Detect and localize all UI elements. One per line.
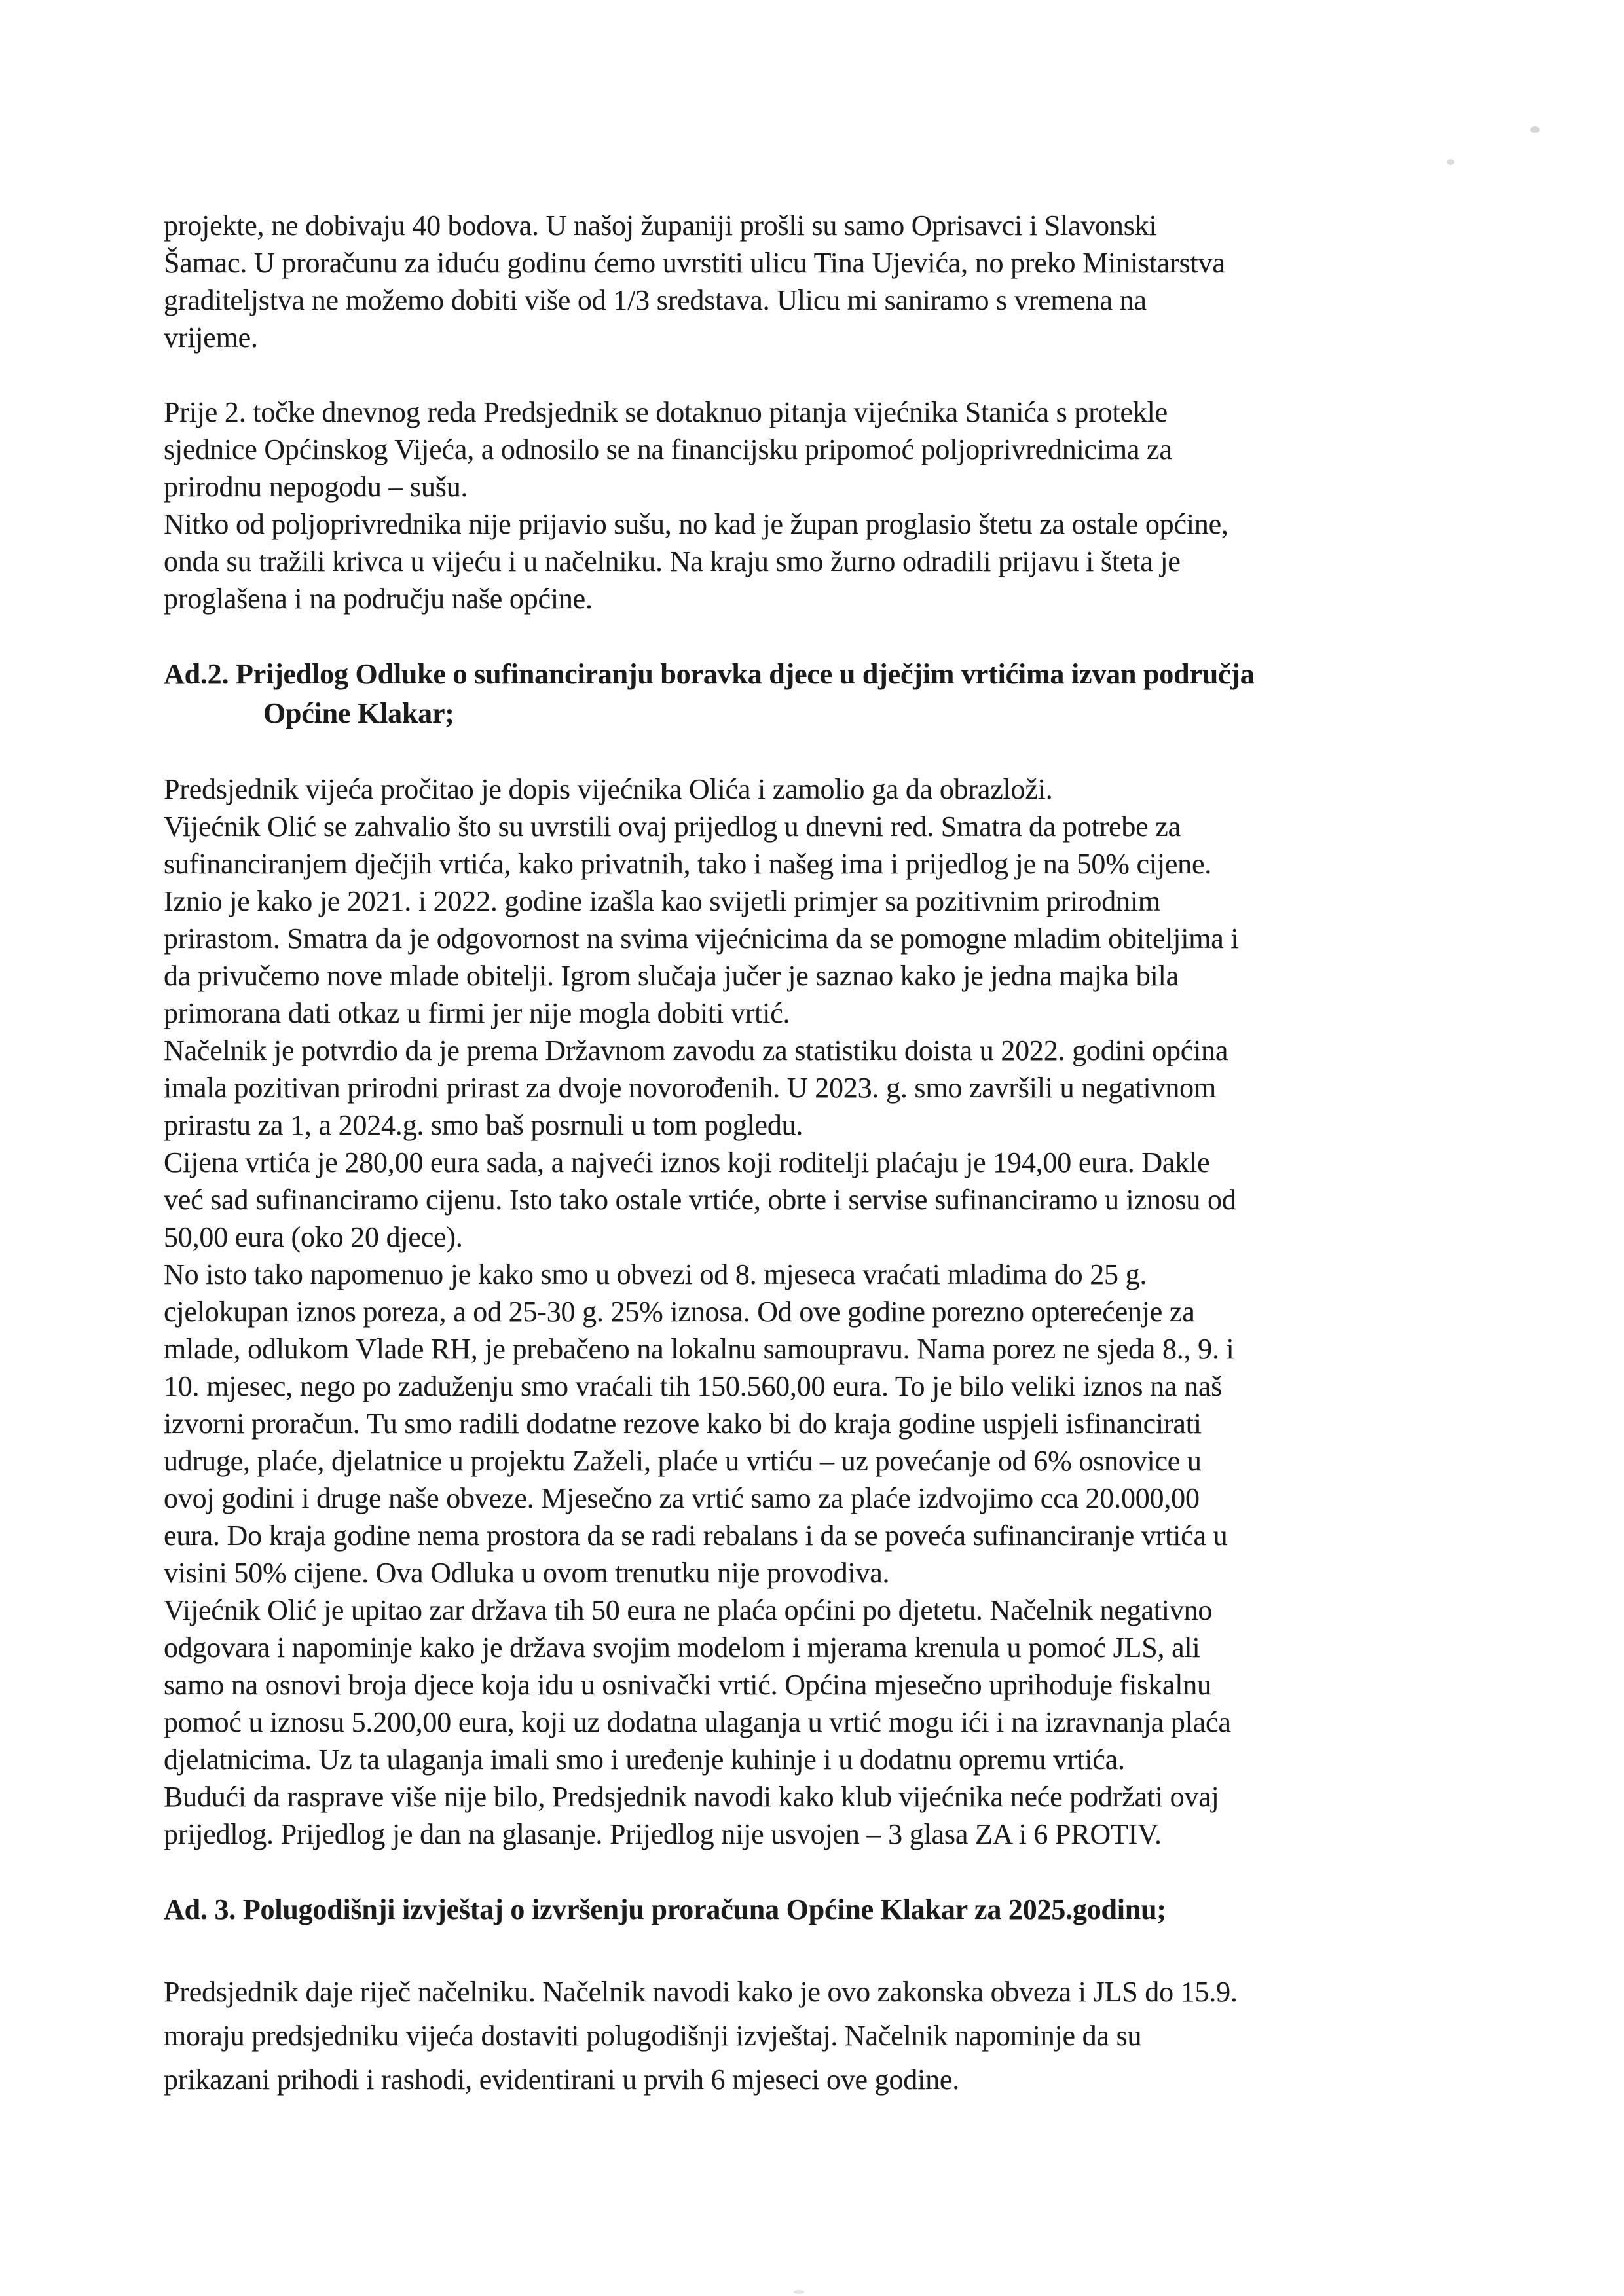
text-line: udruge, plaće, djelatnice u projektu Zaželi, plaće u vrtiću – uz povećanje od 6% osnovice u xyxy=(164,1445,1202,1477)
text-line: eura. Do kraja godine nema prostora da se radi rebalans i da se poveća sufinanciranje vrtića u xyxy=(164,1520,1228,1552)
text-line: odgovara i napominje kako je država svojim modelom i mjerama krenula u pomoć JLS, ali xyxy=(164,1631,1200,1664)
text-line: samo na osnovi broja djece koja idu u osnivački vrtić. Općina mjesečno uprihoduje fiskalnu xyxy=(164,1669,1211,1701)
text-line: da privučemo nove mlade obitelji. Igrom slučaja jučer je saznao kako je jedna majka bila xyxy=(164,960,1179,992)
text-line: Predsjednik vijeća pročitao je dopis vijećnika Olića i zamolio ga da obrazloži. xyxy=(164,773,1053,805)
text-line: Vijećnik Olić se zahvalio što su uvrstili ovaj prijedlog u dnevni red. Smatra da potrebe za xyxy=(164,811,1181,843)
text-line: onda su tražili krivca u vijeću i u načelniku. Na kraju smo žurno odradili prijavu i šteta je xyxy=(164,545,1181,577)
scan-speck xyxy=(1530,126,1540,133)
text-line: Iznio je kako je 2021. i 2022. godine izašla kao svijetli primjer sa pozitivnim prirodnim xyxy=(164,885,1160,917)
scan-speck xyxy=(1447,159,1454,165)
text-line: prirastom. Smatra da je odgovornost na svima vijećnicima da se pomogne mladim obiteljima i xyxy=(164,922,1239,955)
text-line: Općine Klakar; xyxy=(263,697,454,729)
text-line: sjednice Općinskog Vijeća, a odnosilo se na financijsku pripomoć poljoprivrednicima za xyxy=(164,433,1172,465)
text-line: Šamac. U proračunu za iduću godinu ćemo uvrstiti ulicu Tina Ujevića, no preko Ministarstva xyxy=(164,247,1225,279)
text-line: projekte, ne dobivaju 40 bodova. U našoj županiji prošli su samo Oprisavci i Slavonski xyxy=(164,210,1157,242)
text-line: No isto tako napomenuo je kako smo u obvezi od 8. mjeseca vraćati mladima do 25 g. xyxy=(164,1258,1147,1290)
text-line: prirodnu nepogodu – sušu. xyxy=(164,471,468,503)
text-line: graditeljstva ne možemo dobiti više od 1/3 sredstava. Ulicu mi saniramo s vremena na xyxy=(164,284,1147,316)
text-line: cjelokupan iznos poreza, a od 25-30 g. 25% iznosa. Od ove godine porezno opterećenje za xyxy=(164,1296,1195,1328)
section-heading xyxy=(164,655,1470,733)
text-line: imala pozitivan prirodni prirast za dvoje novorođenih. U 2023. g. smo završili u negativnom xyxy=(164,1072,1217,1104)
text-line: djelatnicima. Uz ta ulaganja imali smo i uređenje kuhinje i u dodatnu opremu vrtića. xyxy=(164,1743,1125,1776)
text-line: mlade, odlukom Vlade RH, je prebačeno na lokalnu samoupravu. Nama porez ne sjeda 8., 9. i xyxy=(164,1333,1234,1365)
text-line: Ad.2. Prijedlog Odluke o sufinanciranju boravka djece u dječjim vrtićima izvan područja xyxy=(164,658,1255,690)
text-line: prirastu za 1, a 2024.g. smo baš posrnuli u tom pogledu. xyxy=(164,1109,803,1141)
text-line: pomoć u iznosu 5.200,00 eura, koji uz dodatna ulaganja u vrtić mogu ići i na izravnanja plaća xyxy=(164,1706,1231,1738)
paragraph xyxy=(164,393,1470,617)
scan-speck xyxy=(794,2290,804,2294)
text-line: prijedlog. Prijedlog je dan na glasanje. Prijedlog nije usvojen – 3 glasa ZA i 6 PROTIV. xyxy=(164,1818,1162,1850)
text-line: Cijena vrtića je 280,00 eura sada, a najveći iznos koji roditelji plaćaju je 194,00 eura. Dakle xyxy=(164,1146,1210,1178)
text-line: ovoj godini i druge naše obveze. Mjesečno za vrtić samo za plaće izdvojimo cca 20.000,00 xyxy=(164,1482,1200,1514)
text-line: prikazani prihodi i rashodi, evidentirani u prvih 6 mjeseci ove godine. xyxy=(164,2064,960,2096)
text-line: primorana dati otkaz u firmi jer nije mogla dobiti vrtić. xyxy=(164,997,790,1029)
text-line: Prije 2. točke dnevnog reda Predsjednik se dotaknuo pitanja vijećnika Stanića s protekle xyxy=(164,396,1168,428)
text-line: sufinanciranjem dječjih vrtića, kako privatnih, tako i našeg ima i prijedlog je na 50% cijene. xyxy=(164,848,1212,880)
text-line: 50,00 eura (oko 20 djece). xyxy=(164,1221,463,1253)
paragraph xyxy=(164,1970,1470,2102)
paragraph xyxy=(164,207,1470,356)
text-line: proglašena i na području naše općine. xyxy=(164,583,593,615)
text-line: vrijeme. xyxy=(164,321,258,354)
text-line: izvorni proračun. Tu smo radili dodatne rezove kako bi do kraja godine uspjeli isfinancirati xyxy=(164,1408,1202,1440)
text-line: 10. mjesec, nego po zaduženju smo vraćali tih 150.560,00 eura. To je bilo veliki iznos na naš xyxy=(164,1370,1223,1402)
text-line: Nitko od poljoprivrednika nije prijavio sušu, no kad je župan proglasio štetu za ostale općine, xyxy=(164,508,1228,540)
text-line: Predsjednik daje riječ načelniku. Načelnik navodi kako je ovo zakonska obveza i JLS do 15.9. xyxy=(164,1976,1238,2008)
text-line: visini 50% cijene. Ova Odluka u ovom trenutku nije provodiva. xyxy=(164,1557,890,1589)
text-line: moraju predsjedniku vijeća dostaviti polugodišnji izvještaj. Načelnik napominje da su xyxy=(164,2020,1142,2052)
text-line: Ad. 3. Polugodišnji izvještaj o izvršenju proračuna Općine Klakar za 2025.godinu; xyxy=(164,1893,1166,1925)
section-heading xyxy=(164,1890,1470,1929)
text-line: Budući da rasprave više nije bilo, Predsjednik navodi kako klub vijećnika neće podržati ovaj xyxy=(164,1781,1219,1813)
text-line: već sad sufinanciramo cijenu. Isto tako ostale vrtiće, obrte i servise sufinanciramo u iznosu od xyxy=(164,1184,1236,1216)
paragraph xyxy=(164,771,1470,1853)
text-line: Načelnik je potvrdio da je prema Državnom zavodu za statistiku doista u 2022. godini općina xyxy=(164,1034,1228,1066)
document-content xyxy=(164,207,1470,2102)
text-line: Vijećnik Olić je upitao zar država tih 50 eura ne plaća općini po djetetu. Načelnik negativno xyxy=(164,1594,1213,1626)
